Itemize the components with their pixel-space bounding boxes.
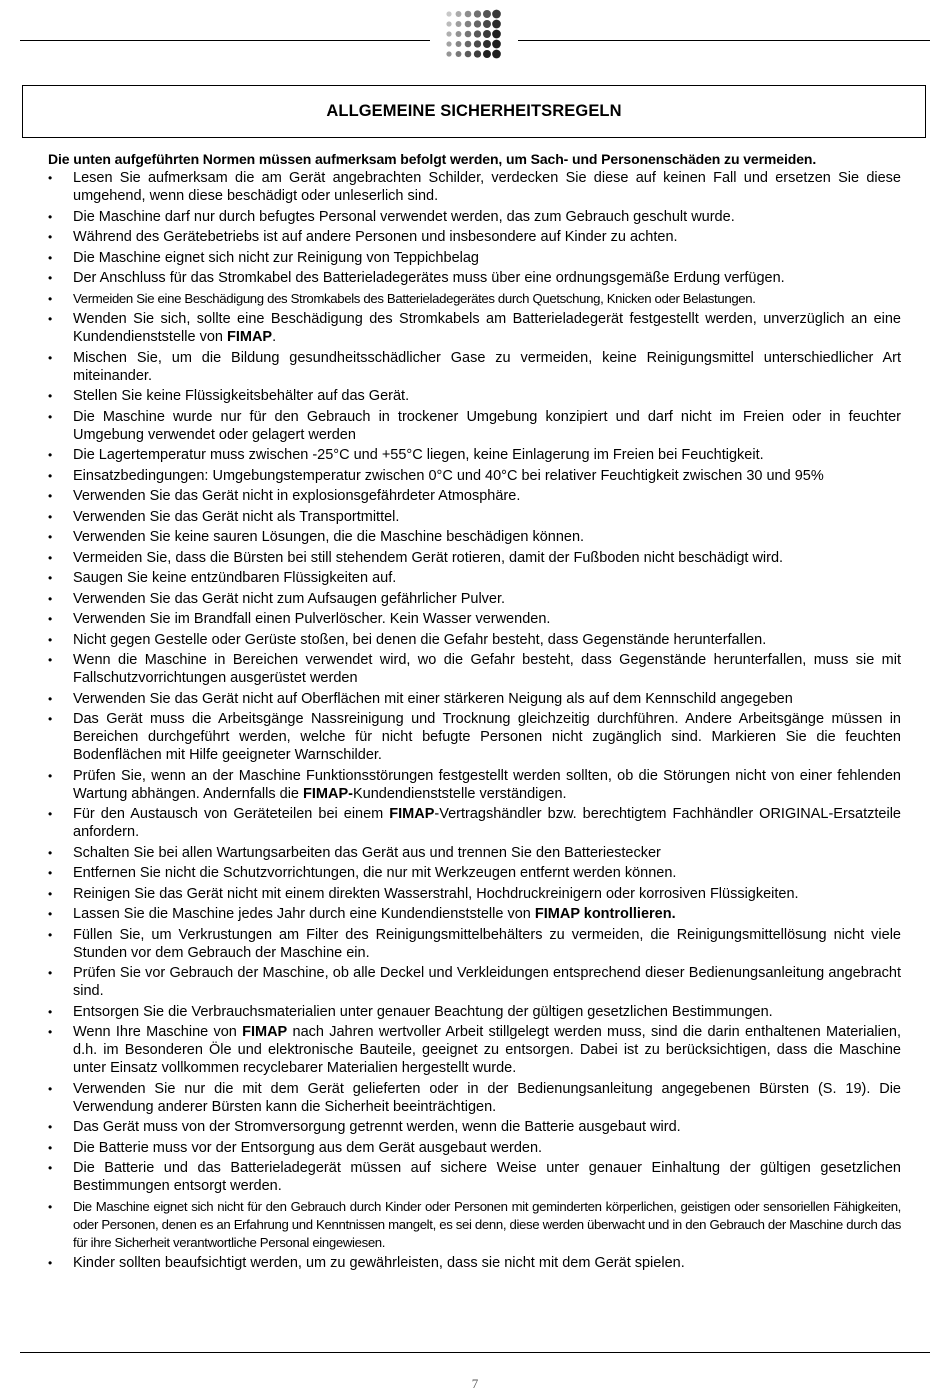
rule-item [48, 1139, 901, 1157]
rule-text: Verwenden Sie das Gerät nicht als Transportmittel. [73, 508, 400, 525]
rule-text: Verwenden Sie das Gerät nicht auf Oberflächen mit einer stärkeren Neigung als auf dem Kennschild angegeben [73, 690, 793, 707]
logo-dot [483, 50, 491, 58]
logo-icon [444, 9, 504, 61]
logo-dot [492, 40, 501, 49]
logo-dot [446, 41, 451, 46]
bullet-icon: • [48, 1025, 53, 1039]
rule-text: Stellen Sie keine Flüssigkeitsbehälter auf das Gerät. [73, 388, 410, 404]
logo-dot [446, 11, 451, 16]
rule-text: Die Maschine eignet sich nicht zur Reinigung von Teppichbelag [73, 249, 479, 266]
rule-text: Der Anschluss für das Stromkabel des Batterieladegerätes muss über eine ordnungsgemäße Erdung verfügen. [73, 270, 785, 286]
bullet-icon: • [48, 1081, 53, 1096]
rule-text: Entfernen Sie nicht die Schutzvorrichtungen, die nur mit Werkzeugen entfernt werden können. [73, 865, 677, 881]
logo-dot [474, 40, 481, 47]
rule-item [48, 528, 901, 546]
rule-item [48, 446, 901, 464]
rule-item [48, 844, 901, 862]
rule-item [48, 1080, 901, 1116]
rule-item [48, 1254, 901, 1272]
rule-item [48, 926, 901, 962]
header-rule-left [20, 40, 430, 41]
rule-text-part: Lassen Sie die Maschine jedes Jahr durch eine Kundendienststelle von [73, 906, 535, 922]
logo-dot [492, 50, 501, 59]
rule-text-part: -Vertragshändler bzw. berechtigtem Fachhändler ORIGINAL-Ersatzteile anfordern. [73, 806, 901, 840]
rule-text [73, 906, 676, 922]
rule-item [48, 805, 901, 841]
bullet-icon: • [48, 250, 53, 265]
logo-dot [465, 51, 472, 58]
logo-dot [492, 10, 501, 19]
rule-text: Die Batterie und das Batterieladegerät müssen auf sichere Weise unter genauer Einhaltung der gültigen gesetzlichen Bestimmungen entsorgt werden. [73, 1160, 901, 1194]
logo-dot [456, 51, 462, 57]
rule-text: Die Maschine eignet sich nicht für den Gebrauch durch Kinder oder Personen mit geminderten körperlichen, geistigen oder sensoriellen Fähigkeiten, oder Personen, denen es an Erfahrung und Kenntnissen mangelt, es sei denn, diese werden überwacht und in den Gebrauch der Maschine durch das für ihre Sicherheit verantwortliche Personal eingewiesen. [73, 1198, 901, 1250]
logo-dot [483, 20, 491, 28]
bullet-icon: • [48, 530, 53, 544]
bullet-icon: • [48, 653, 53, 667]
logo-dot [446, 31, 451, 36]
safety-rules-list [48, 169, 901, 1272]
rule-item [48, 208, 901, 226]
bullet-icon: • [48, 1256, 53, 1270]
rule-text: Nicht gegen Gestelle oder Gerüste stoßen, bei denen die Gefahr besteht, dass Gegenstände herunterfallen. [73, 631, 767, 648]
rule-text: Vermeiden Sie, dass die Bürsten bei still stehendem Gerät rotieren, damit der Fußboden nicht beschädigt wird. [73, 549, 784, 566]
rule-text: Verwenden Sie keine sauren Lösungen, die die Maschine beschädigen können. [73, 529, 585, 545]
bullet-icon: • [48, 907, 53, 921]
rule-text-part: . [272, 329, 277, 345]
rule-text: Reinigen Sie das Gerät nicht mit einem direkten Wasserstrahl, Hochdruckreinigern oder korrosiven Flüssigkeiten. [73, 885, 799, 902]
rule-item [48, 549, 901, 567]
rule-item [48, 905, 901, 923]
bullet-icon: • [48, 571, 53, 585]
rule-text: Das Gerät muss die Arbeitsgänge Nassreinigung und Trocknung gleichzeitig durchführen. Andere Arbeitsgänge müssen in Bereichen durchgeführt werden, welche für nicht befugte Personen nicht zugänglich sind. Markieren Sie die feuchten Bodenflächen mit Hilfe geeigneter Warnschilder. [73, 711, 901, 763]
logo-dot [474, 30, 481, 37]
logo-dot [456, 41, 462, 47]
rule-text: Verwenden Sie im Brandfall einen Pulverlöscher. Kein Wasser verwenden. [73, 611, 551, 627]
bullet-icon: • [48, 171, 53, 185]
bullet-icon: • [48, 448, 53, 462]
logo-dot [483, 30, 491, 38]
intro-text: Die unten aufgeführten Normen müssen aufmerksam befolgt werden, um Sach- und Personenschäden zu vermeiden. [48, 151, 817, 167]
rule-text: Wenn die Maschine in Bereichen verwendet wird, wo die Gefahr besteht, dass Gegenstände herunterfallen, muss sie mit Fallschutzvorrichtungen ausgerüstet werden [73, 652, 901, 686]
bullet-icon: • [48, 509, 53, 524]
brand-name: FIMAP [389, 806, 435, 822]
bullet-icon: • [48, 612, 53, 626]
bullet-icon: • [48, 632, 53, 647]
rule-item [48, 610, 901, 628]
bullet-icon: • [48, 489, 53, 503]
rule-text: Füllen Sie, um Verkrustungen am Filter des Reinigungsmittelbehälters zu vermeiden, die Reinigungsmittellösung nicht viele Stunden vor dem Gebrauch der Maschine ein. [73, 926, 901, 961]
rule-item [48, 1198, 901, 1252]
bullet-icon: • [48, 712, 53, 726]
rule-item [48, 310, 901, 346]
rule-text: Mischen Sie, um die Bildung gesundheitsschädlicher Gase zu vermeiden, keine Reinigungsmittel unterschiedlicher Art miteinander. [73, 349, 901, 384]
logo-dot [465, 21, 472, 28]
bullet-icon: • [48, 807, 53, 821]
rule-text: Die Lagertemperatur muss zwischen -25°C und +55°C liegen, keine Einlagerung im Freien bei Feuchtigkeit. [73, 447, 764, 463]
logo-dot [456, 31, 462, 37]
bullet-icon: • [48, 1120, 53, 1134]
bullet-icon: • [48, 209, 53, 224]
bullet-icon: • [48, 1161, 53, 1175]
rule-text-part: Kundendienststelle verständigen. [352, 785, 567, 802]
rule-text: Verwenden Sie das Gerät nicht in explosionsgefährdeter Atmosphäre. [73, 488, 521, 504]
rule-item [48, 508, 901, 526]
bullet-icon: • [48, 312, 53, 326]
bullet-icon: • [48, 230, 53, 244]
brand-name: FIMAP [226, 329, 273, 345]
rule-item [48, 864, 901, 882]
rule-text: Schalten Sie bei allen Wartungsarbeiten das Gerät aus und trennen Sie den Batteriestecker [73, 844, 661, 861]
rule-item [48, 569, 901, 587]
bullet-icon: • [48, 866, 53, 880]
rule-text: Einsatzbedingungen: Umgebungstemperatur zwischen 0°C und 40°C bei relativer Feuchtigkeit zwischen 30 und 95% [73, 467, 824, 484]
rule-text: Saugen Sie keine entzündbaren Flüssigkeiten auf. [73, 570, 397, 586]
rule-item [48, 228, 901, 246]
rule-item [48, 1118, 901, 1136]
title-box [22, 85, 926, 138]
rule-text-part: Für den Austausch von Geräteteilen bei einem [73, 806, 390, 822]
bullet-icon: • [48, 1199, 52, 1214]
rule-item [48, 1023, 901, 1077]
rule-text [73, 768, 901, 802]
bullet-icon: • [48, 550, 53, 565]
bullet-icon: • [48, 591, 53, 606]
rule-text-part: Prüfen Sie, wenn an der Maschine Funktionsstörungen festgestellt werden sollten, ob die Störungen nicht von einer fehlenden Wartung abhängen. Andernfalls die [73, 767, 901, 802]
logo-dot [465, 31, 472, 38]
bullet-icon: • [48, 468, 53, 483]
rule-text: Prüfen Sie vor Gebrauch der Maschine, ob alle Deckel und Verkleidungen entsprechend dieser Bedienungsanleitung angebracht sind. [73, 965, 901, 999]
rule-text [73, 311, 901, 345]
logo-dot [446, 21, 451, 26]
header-rule-right [518, 40, 930, 41]
rule-item [48, 387, 901, 405]
logo-dot [474, 10, 481, 17]
rule-item [48, 349, 901, 385]
logo-dot [465, 11, 472, 18]
logo-dot [483, 10, 491, 18]
rule-item [48, 269, 901, 287]
rule-text: Während des Gerätebetriebs ist auf andere Personen und insbesondere auf Kinder zu achten. [73, 229, 678, 245]
rule-item [48, 885, 901, 903]
rule-text: Die Maschine darf nur durch befugtes Personal verwendet werden, das zum Gebrauch geschult wurde. [73, 208, 735, 225]
rule-item [48, 1159, 901, 1195]
rule-item [48, 590, 901, 608]
bullet-icon: • [48, 389, 53, 403]
logo-dot [492, 20, 501, 29]
rule-item [48, 767, 901, 803]
logo-dot [474, 50, 481, 57]
bullet-icon: • [48, 271, 53, 285]
rule-item [48, 249, 901, 267]
rule-text: Verwenden Sie nur die mit dem Gerät gelieferten oder in der Bedienungsanleitung angegebenen Bürsten (S. 19). Die Verwendung anderer Bürsten kann die Sicherheit beeinträchtigen. [73, 1080, 901, 1115]
rule-text: Verwenden Sie das Gerät nicht zum Aufsaugen gefährlicher Pulver. [73, 590, 506, 607]
logo-dot [492, 30, 501, 39]
page-title: ALLGEMEINE SICHERHEITSREGELN [326, 102, 622, 120]
brand-name: FIMAP kontrollieren. [534, 906, 676, 922]
rule-text: Das Gerät muss von der Stromversorgung getrennt werden, wenn die Batterie ausgebaut wird. [73, 1119, 681, 1135]
rule-item [48, 408, 901, 444]
logo-dot [483, 40, 491, 48]
content [48, 150, 901, 1275]
bullet-icon: • [48, 927, 53, 942]
bullet-icon: • [48, 1140, 53, 1155]
logo-dot [456, 21, 462, 27]
bullet-icon: • [48, 966, 53, 980]
logo-dot [465, 41, 472, 48]
bullet-icon: • [48, 409, 53, 424]
rule-text-part: nach Jahren wertvoller Arbeit stillgelegt werden muss, sind die darin enthaltenen Materialien, d.h. im Besonderen Öle und elektronische Bauteile, geeignet zu entsorgen. Dabei ist zu berücksichtigen, dass die Maschine unter Einsatz vollkommen recyclebarer Materialien hergestellt wurde. [73, 1024, 901, 1076]
rule-text: Die Batterie muss vor der Entsorgung aus dem Gerät ausgebaut werden. [73, 1139, 543, 1156]
rule-item [48, 169, 901, 205]
rule-item [48, 690, 901, 708]
rule-text-part: Wenn Ihre Maschine von [73, 1024, 243, 1040]
logo-dot [446, 51, 451, 56]
rule-item [48, 487, 901, 505]
rule-text: Kinder sollten beaufsichtigt werden, um zu gewährleisten, dass sie nicht mit dem Gerät spielen. [73, 1255, 685, 1271]
rule-text [73, 1024, 901, 1076]
rule-item [48, 631, 901, 649]
bullet-icon: • [48, 768, 53, 783]
rule-text-part: Wenden Sie sich, sollte eine Beschädigung des Stromkabels am Batterieladegerät festgestellt werden, unverzüglich an eine Kundendienststelle von [73, 311, 901, 345]
brand-name: FIMAP- [303, 785, 353, 802]
bullet-icon: • [48, 886, 53, 901]
footer-rule [20, 1352, 930, 1353]
rule-item [48, 710, 901, 764]
bullet-icon: • [48, 1004, 53, 1019]
bullet-icon: • [48, 691, 53, 706]
logo-dot [456, 11, 462, 17]
rule-text: Entsorgen Sie die Verbrauchsmaterialien unter genauer Beachtung der gültigen gesetzlichen Bestimmungen. [73, 1003, 773, 1020]
bullet-icon: • [48, 350, 53, 365]
rule-text [73, 806, 901, 840]
rule-text: Die Maschine wurde nur für den Gebrauch in trockener Umgebung konzipiert und darf nicht im Freien oder in feuchter Umgebung verwendet oder gelagert werden [73, 408, 901, 443]
rule-text: Vermeiden Sie eine Beschädigung des Stromkabels des Batterieladegerätes durch Quetschung, Knicken oder Belastungen. [73, 290, 756, 306]
brand-name: FIMAP [242, 1024, 288, 1040]
bullet-icon: • [48, 845, 53, 860]
rule-item [48, 467, 901, 485]
bullet-icon: • [48, 291, 52, 306]
page-number: 7 [471, 1376, 479, 1391]
rule-item [48, 290, 901, 308]
rule-item [48, 964, 901, 1000]
rule-item [48, 651, 901, 687]
rule-item [48, 1003, 901, 1021]
logo-dot [474, 20, 481, 27]
rule-text: Lesen Sie aufmerksam die am Gerät angebrachten Schilder, verdecken Sie diese auf keinen Fall und ersetzen Sie diese umgehend, wenn diese beschädigt oder unleserlich sind. [73, 170, 901, 204]
